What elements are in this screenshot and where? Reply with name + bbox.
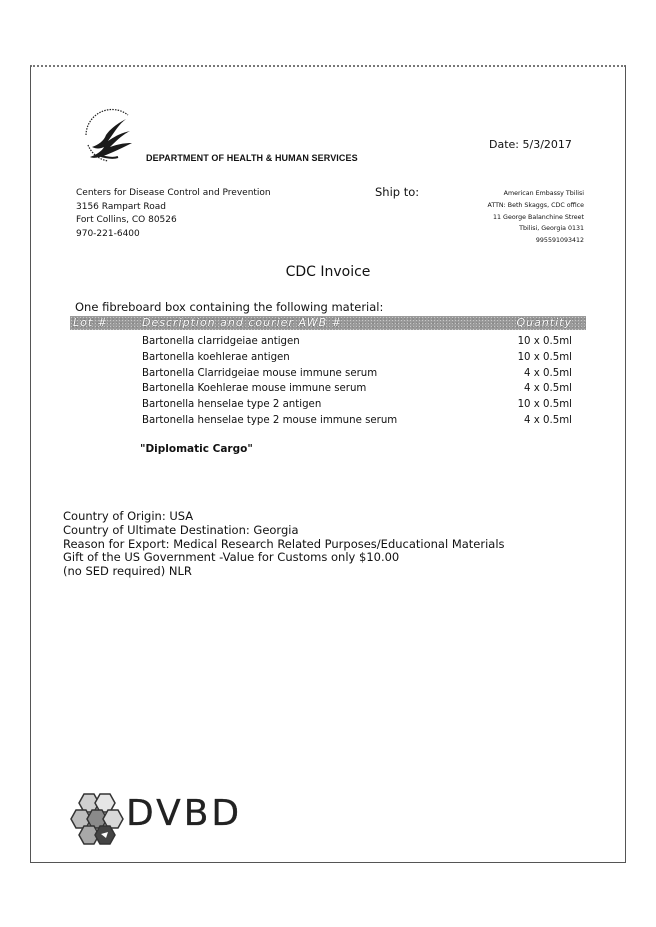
- item-quantity: 4 x 0.5ml: [524, 367, 572, 379]
- header-quantity: Quantity: [516, 316, 572, 329]
- item-quantity: 4 x 0.5ml: [524, 383, 572, 395]
- item-quantity: 10 x 0.5ml: [517, 399, 572, 411]
- recipient-address: [488, 188, 584, 247]
- recipient-line: 995591093412: [535, 237, 584, 245]
- export-line: Gift of the US Government -Value for Customs only $10.00: [63, 550, 400, 565]
- export-line: Country of Ultimate Destination: Georgia: [63, 522, 299, 537]
- item-quantity: 4 x 0.5ml: [524, 414, 572, 426]
- item-name: Bartonella Koehlerae mouse immune serum: [142, 383, 367, 395]
- item-name: Bartonella Clarridgeiae mouse immune serum: [142, 367, 378, 379]
- dvbd-logo-text: DVBD: [126, 793, 243, 834]
- item-name: Bartonella clarridgeiae antigen: [142, 336, 300, 347]
- sender-address: [76, 187, 271, 241]
- list-item: [142, 350, 572, 366]
- item-quantity: 10 x 0.5ml: [517, 336, 572, 347]
- list-item: [142, 334, 572, 350]
- sender-line: 3156 Rampart Road: [76, 201, 167, 212]
- invoice-date: Date: 5/3/2017: [489, 138, 572, 151]
- diplomatic-cargo-note: "Diplomatic Cargo": [140, 443, 253, 455]
- box-description: One fibreboard box containing the following material:: [75, 300, 384, 314]
- hhs-eagle-seal-icon: [78, 105, 142, 169]
- department-name: DEPARTMENT OF HEALTH & HUMAN SERVICES: [146, 153, 358, 163]
- export-line: Country of Origin: USA: [63, 509, 194, 523]
- recipient-line: ATTN: Beth Skaggs, CDC office: [487, 201, 584, 209]
- item-name: Bartonella koehlerae antigen: [142, 351, 290, 363]
- header-description: Description and courier AWB #: [142, 316, 342, 329]
- sender-line: Fort Collins, CO 80526: [76, 215, 177, 225]
- list-item: [142, 366, 572, 382]
- invoice-title: CDC Invoice: [285, 264, 371, 280]
- header-lot: Lot #: [73, 316, 108, 329]
- sender-line: Centers for Disease Control and Prevention: [76, 188, 271, 198]
- export-line: (no SED required) NLR: [63, 564, 192, 579]
- recipient-line: American Embassy Tbilisi: [503, 190, 584, 197]
- list-item: [142, 381, 572, 397]
- sender-line: 970-221-6400: [76, 228, 140, 239]
- item-quantity: 10 x 0.5ml: [517, 351, 572, 363]
- list-item: [142, 397, 572, 413]
- item-name: Bartonella henselae type 2 mouse immune serum: [142, 414, 398, 426]
- recipient-line: Tbilisi, Georgia 0131: [519, 225, 584, 233]
- dvbd-hexagon-logo-icon: [70, 790, 130, 846]
- item-name: Bartonella henselae type 2 antigen: [142, 399, 322, 411]
- recipient-line: 11 George Balanchine Street: [493, 213, 584, 221]
- items-list: [142, 334, 572, 429]
- export-line: Reason for Export: Medical Research Related Purposes/Educational Materials: [63, 536, 505, 551]
- list-item: [142, 413, 572, 429]
- export-info: [63, 510, 505, 579]
- ship-to-label: Ship to:: [375, 185, 420, 199]
- page-frame: [30, 65, 626, 863]
- table-header-bar: [70, 316, 586, 330]
